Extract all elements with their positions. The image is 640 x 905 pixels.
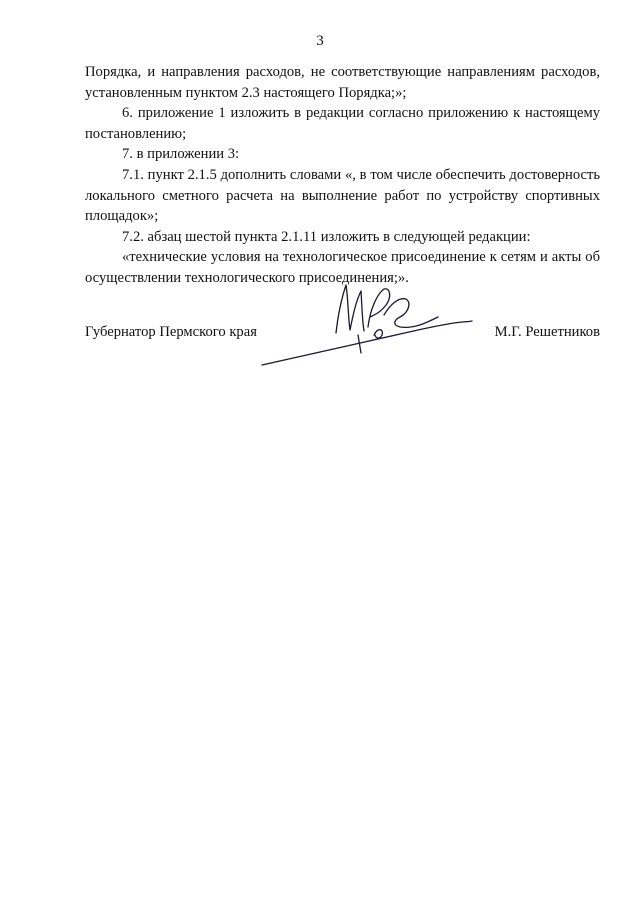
- document-body: [85, 62, 600, 289]
- paragraph-item-7: 7. в приложении 3:: [122, 146, 240, 163]
- paragraph-quoted-text: «технические условия на технологическое присоединение к сетям и акты об осуществлении технологического присоединения;».: [85, 249, 600, 286]
- signature-block: [85, 322, 600, 344]
- paragraph-item-7-2: 7.2. абзац шестой пункта 2.1.11 изложить в следующей редакции:: [122, 228, 531, 245]
- signer-position: Губернатор Пермского края: [85, 324, 257, 340]
- paragraph-continuation: Порядка, и направления расходов, не соответствующие направлениям расходов, установленным пунктом 2.3 настоящего Порядка;»;: [85, 64, 600, 101]
- paragraph-item-7-1: 7.1. пункт 2.1.5 дополнить словами «, в том числе обеспечить достоверность локального сметного расчета на выполнение работ по устройству спортивных площадок»;: [85, 166, 600, 225]
- signer-name: М.Г. Решетников: [494, 324, 600, 340]
- paragraph-item-6: 6. приложение 1 изложить в редакции согласно приложению к настоящему постановлению;: [85, 105, 600, 142]
- page-number: 3: [316, 33, 324, 49]
